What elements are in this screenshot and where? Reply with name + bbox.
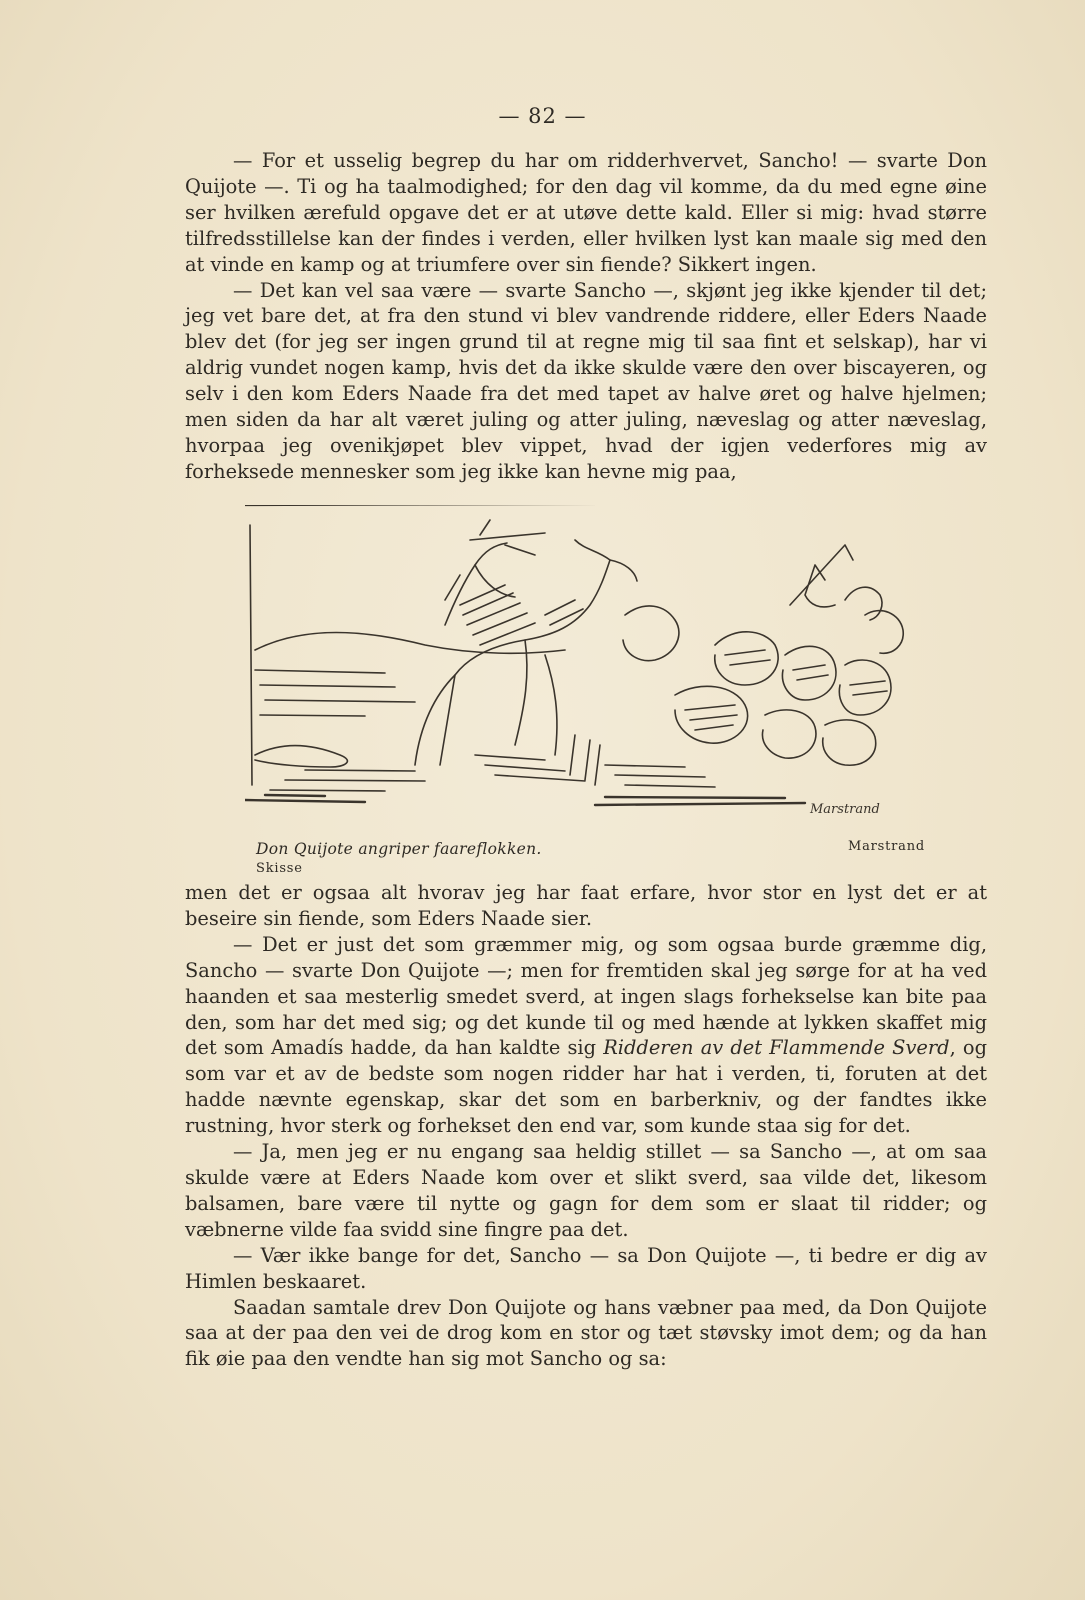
- paragraph: Saadan samtale drev Don Quijote og hans væbner paa med, da Don Quijote saa at der paa den vei de drog kom en stor og tæt støvsky imot dem; og da han fik øie paa den vendte han sig mot Sancho og sa:: [185, 1295, 987, 1371]
- text-block-top: [185, 148, 987, 485]
- paragraph: — For et usselig begrep du har om ridderhvervet, Sancho! — svarte Don Quijote —. Ti og ha taalmodighed; for den dag vil komme, da du med egne øine ser hvilken ærefuld opgave det er at utøve dette kald. Eller si mig: hvad større tilfredsstillelse kan der findes i verden, eller hvilken lyst kan maale sig med den at vinde en kamp og at triumfere over sin fiende? Sikkert ingen.: [185, 149, 987, 276]
- illustration-sketch: [245, 505, 921, 835]
- sketch-signature: Marstrand: [810, 802, 880, 817]
- text-block-bottom: [185, 880, 987, 1372]
- caption-artist: Marstrand: [847, 839, 925, 854]
- paragraph-continuation: men det er ogsaa alt hvorav jeg har faat erfare, hvor stor en lyst det er at beseire sin fiende, som Eders Naade sier.: [185, 881, 987, 930]
- italic-title: Ridderen av det Flammende Sverd: [603, 1036, 950, 1060]
- sketch-drawing: [245, 505, 921, 835]
- caption-title: Don Quijote angriper faareflokken.: [256, 840, 542, 858]
- caption-subtitle: Skisse: [256, 861, 303, 876]
- paragraph-text: , og som var et av de bedste som nogen ridder har hat i verden, ti, foruten at det hadde nævnte egenskap, skar det som en barberkniv, og der fandtes ikke rustning, hvor sterk og forhekset den end var, som kunde staa sig for det.: [185, 1036, 987, 1138]
- paragraph: [185, 932, 987, 1139]
- paragraph-text: — Det er just det som græmmer mig, og som ogsaa burde græmme dig, Sancho — svarte Don Quijote —; men for fremtiden skal jeg sørge for at ha ved haanden et saa mesterlig smedet sverd, at ingen slags forhekselse kan bite paa den, som har det med sig; og det kunde til og med hænde at lykken skaffet mig det som Amadís hadde, da han kaldte sig: [185, 932, 987, 1060]
- paragraph: — Vær ikke bange for det, Sancho — sa Don Quijote —, ti bedre er dig av Himlen beskaaret.: [185, 1243, 987, 1293]
- page-number: — 82 —: [498, 104, 587, 128]
- paragraph: — Ja, men jeg er nu engang saa heldig stillet — sa Sancho —, at om saa skulde være at Eders Naade kom over et slikt sverd, saa vilde det, likesom balsamen, bare være til nytte og gagn for dem som er slaat til ridder; og væbnerne vilde faa svidd sine fingre paa det.: [185, 1140, 987, 1241]
- paragraph: — Det kan vel saa være — svarte Sancho —, skjønt jeg ikke kjender til det; jeg vet bare det, at fra den stund vi blev vandrende riddere, eller Eders Naade blev det (for jeg ser ingen grund til at regne mig til saa fint et selskap), har vi aldrig vundet nogen kamp, hvis det da ikke skulde være den over biscayeren, og selv i den kom Eders Naade fra det med tapet av halve øret og halve hjelmen; men siden da har alt været juling og atter juling, næveslag og atter næveslag, hvorpaa jeg ovenikjøpet blev vippet, hvad der igjen vederfores mig av forheksede mennesker som jeg ikke kan hevne mig paa,: [185, 278, 987, 483]
